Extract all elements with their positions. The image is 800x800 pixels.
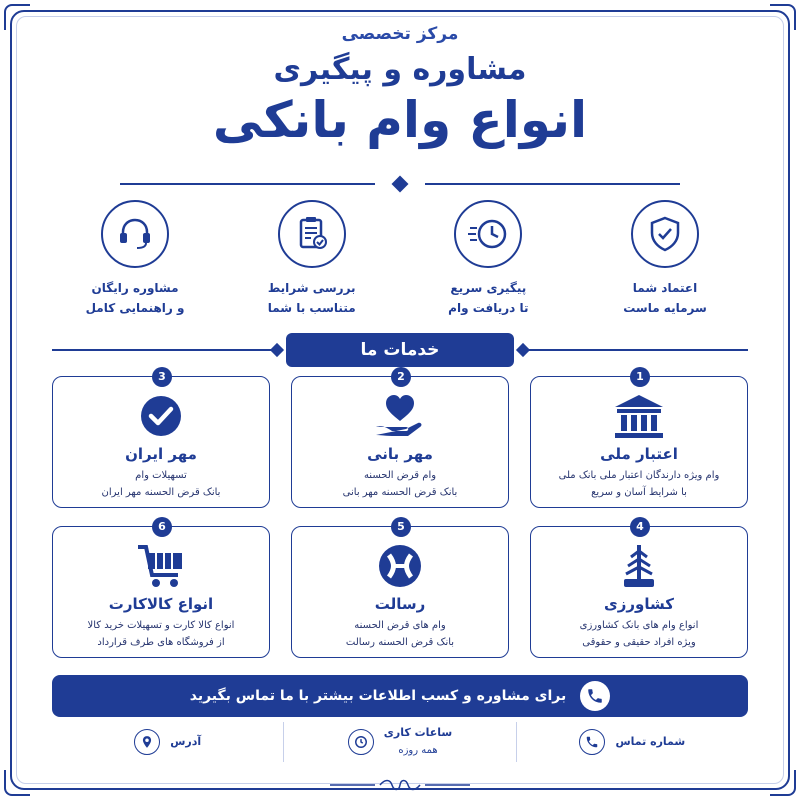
service-number: 1 [630, 367, 650, 387]
service-desc: وام ویژه دارندگان اعتبار ملی بانک ملی [558, 470, 720, 481]
features-row [60, 200, 740, 320]
feature-item [413, 200, 563, 320]
feature-item [590, 200, 740, 320]
service-desc: ویژه افراد حقیقی و حقوقی [582, 637, 696, 648]
service-desc: از فروشگاه های طرف قرارداد [97, 637, 225, 648]
service-card[interactable] [291, 520, 509, 658]
hours-value: همه روزه [398, 745, 438, 756]
header [0, 24, 800, 149]
services-banner [276, 333, 524, 367]
service-desc: وام های قرض الحسنه [354, 620, 446, 631]
resalat-logo-icon [292, 541, 508, 591]
fast-clock-icon [454, 200, 522, 268]
phone-label: شماره تماس [615, 735, 686, 748]
service-desc: با شرایط آسان و سریع [591, 487, 687, 498]
service-desc: انواع کالا کارت و تسهیلات خرید کالا [87, 620, 235, 631]
contact-address[interactable] [52, 722, 283, 762]
address-label: آدرس [170, 735, 202, 748]
service-number: 2 [391, 367, 411, 387]
cta-bar[interactable] [52, 675, 748, 717]
service-card[interactable] [530, 520, 748, 658]
service-desc: تسهیلات وام [135, 470, 187, 481]
feature-line: اعتماد شما [632, 281, 698, 295]
location-pin-icon [134, 729, 160, 755]
service-desc: وام قرض الحسنه [363, 470, 437, 481]
heart-hand-icon [292, 391, 508, 441]
feature-line: مشاوره رایگان [91, 281, 179, 295]
service-card[interactable] [52, 520, 270, 658]
service-card[interactable] [52, 370, 270, 508]
cta-text: برای مشاوره و کسب اطلاعات بیشتر با ما تماس بگیرید [189, 688, 567, 704]
service-card[interactable] [530, 370, 748, 508]
feature-item [237, 200, 387, 320]
service-desc: انواع وام های بانک کشاورزی [579, 620, 699, 631]
corner-ornament [770, 770, 796, 796]
feature-line: متناسب با شما [267, 301, 356, 315]
banner-rule [52, 349, 274, 351]
page-title: انواع وام بانکی [212, 91, 588, 149]
feature-line: پیگیری سریع [450, 281, 527, 295]
checklist-icon [278, 200, 346, 268]
service-title: رسالت [374, 595, 426, 613]
hours-label: ساعات کاری [383, 726, 453, 739]
service-title: اعتبار ملی [600, 445, 678, 463]
title-divider [120, 178, 680, 190]
header-title-line: مشاوره و پیگیری [273, 52, 527, 87]
shield-check-icon [631, 200, 699, 268]
service-number: 3 [152, 367, 172, 387]
feature-line: و راهنمایی کامل [85, 301, 185, 315]
contact-hours [283, 722, 515, 762]
shopping-cart-icon [53, 541, 269, 591]
feature-line: تا دریافت وام [448, 301, 529, 315]
phone-icon [580, 681, 610, 711]
phone-icon [579, 729, 605, 755]
bank-building-icon [531, 391, 747, 441]
services-title: خدمات ما [286, 333, 514, 367]
keshavarzi-logo-icon [531, 541, 747, 591]
corner-ornament [4, 770, 30, 796]
service-title: مهر بانی [367, 445, 433, 463]
service-number: 4 [630, 517, 650, 537]
header-subtitle: مرکز تخصصی [341, 24, 459, 44]
service-desc: بانک قرض الحسنه مهر ایران [101, 487, 221, 498]
feature-line: سرمایه ماست [623, 301, 707, 315]
banner-rule [526, 349, 748, 351]
service-title: کشاورزی [604, 595, 674, 613]
headset-icon [101, 200, 169, 268]
contact-phone[interactable] [516, 722, 748, 762]
service-desc: بانک قرض الحسنه مهر بانی [342, 487, 458, 498]
service-number: 6 [152, 517, 172, 537]
contact-row [52, 722, 748, 762]
service-card[interactable] [291, 370, 509, 508]
clock-icon [348, 729, 374, 755]
bottom-ornament [330, 778, 470, 792]
check-badge-icon [53, 391, 269, 441]
feature-item [60, 200, 210, 320]
service-number: 5 [391, 517, 411, 537]
service-title: انواع کالاکارت [108, 595, 214, 613]
service-desc: بانک قرض الحسنه رسالت [345, 637, 455, 648]
service-title: مهر ایران [125, 445, 197, 463]
feature-line: بررسی شرایط [267, 281, 356, 295]
